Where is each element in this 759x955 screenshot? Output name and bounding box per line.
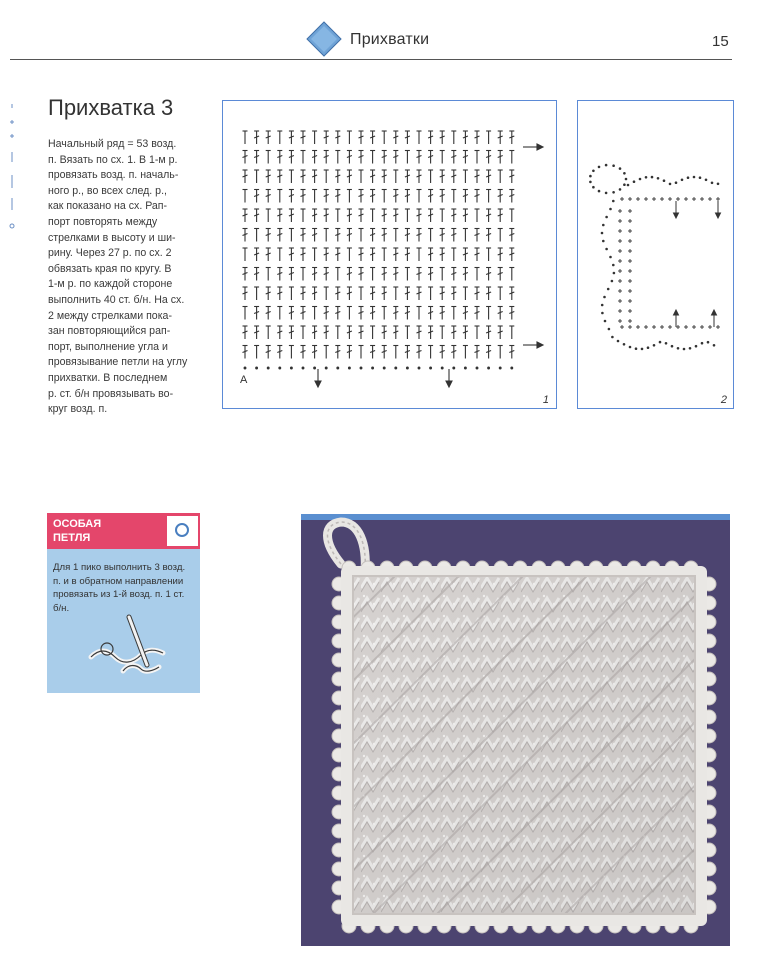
chart1-number: 1 xyxy=(542,394,549,406)
page-number: 15 xyxy=(712,33,729,50)
special-stitch-box xyxy=(47,513,200,693)
special-stitch-header xyxy=(47,513,200,549)
header-divider xyxy=(10,59,732,60)
edging-arrows xyxy=(674,201,721,327)
crochet-hook-illustration-icon xyxy=(85,613,171,679)
edging-chart xyxy=(589,164,719,350)
stitch-chart-2 xyxy=(578,101,733,408)
stitch-grid xyxy=(243,131,515,369)
circle-icon xyxy=(175,523,189,537)
chart-panel-1 xyxy=(222,100,557,409)
section-title: Прихватка 3 xyxy=(48,95,174,120)
stitch-chart-1 xyxy=(223,101,556,408)
instructions-text: Начальный ряд = 53 возд. п. Вязать по сх. 1. В 1-м р. провязать возд. п. началь- ного р., во всех след. р., как показано на сх. Рап- порт повторять между стрелками в высоту и ши- рину. Через 27 р. по сх. 2 обвязать края по кругу. В 1-м р. по каждой стороне выполнить 40 ст. б/н. На сх. 2 между стрелками пока- зан повторяющийся рап- порт, выполнение угла и провязывание петли на углу прихватки. В последнем р. ст. б/н провязывать во- круг возд. п. xyxy=(48,138,188,416)
margin-marks xyxy=(4,100,20,240)
chart2-number: 2 xyxy=(720,394,727,406)
chart-panel-2 xyxy=(577,100,734,409)
chart1-start-label: A xyxy=(240,374,248,386)
edging-crosses xyxy=(618,197,720,329)
header-diamond-icon xyxy=(306,21,342,57)
potholder-photo xyxy=(301,514,730,946)
header-title: Прихватки xyxy=(350,31,430,48)
special-stitch-title: ОСОБАЯ ПЕТЛЯ xyxy=(53,518,102,544)
special-stitch-text: Для 1 пико выполнить 3 возд. п. и в обратном направлении провязать из 1-й возд. п. 1 ст. б/н. xyxy=(53,562,186,614)
